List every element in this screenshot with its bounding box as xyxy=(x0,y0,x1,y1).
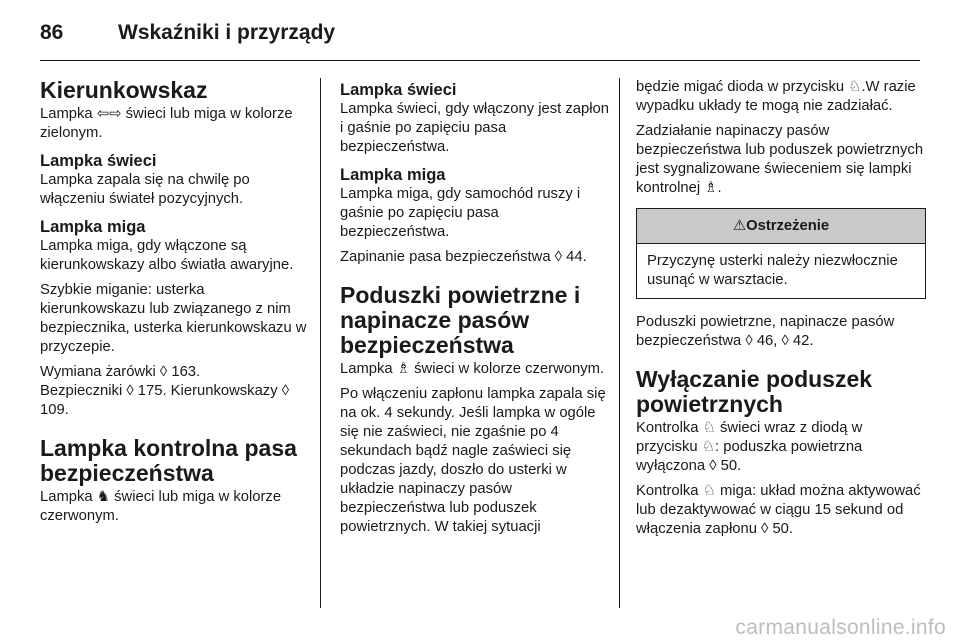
paragraph-lamp-on: Lampka zapala się na chwilę po włączeniu świateł pozycyjnych. xyxy=(40,172,250,207)
paragraph-turn-signal: Lampka ⇦⇨ świeci lub miga w kolorze zielonym. xyxy=(40,106,293,141)
heading-airbag-deactivation: Wyłączanie poduszek powietrznych xyxy=(636,366,873,417)
warning-box xyxy=(636,208,926,299)
column-1 xyxy=(40,66,310,532)
paragraph-airbag-lamp: Lampka ♗ świeci w kolorze czerwonym. xyxy=(340,361,605,377)
paragraph-fuse-ref: Bezpieczniki ◊ 175. Kierunkowskazy ◊ 109. xyxy=(40,383,290,418)
paragraph-belt-lamp-flash: Lampka miga, gdy samochód ruszy i gaśnie po zapięciu pasa bezpieczeństwa. xyxy=(340,186,581,240)
subheading-lamp-on: Lampka świeci xyxy=(40,152,157,170)
paragraph-fast-flash: Szybkie miganie: usterka kierunkowskazu lub związanego z nim bezpiecznika, usterka kierunkowskazu w przyczepie. xyxy=(40,282,307,355)
column-2 xyxy=(340,66,612,543)
heading-seatbelt-lamp: Lampka kontrolna pasa bezpieczeństwa xyxy=(40,435,297,486)
paragraph-airbag-off: Kontrolka ♘ świeci wraz z diodą w przycisku ♘: poduszka powietrzna wyłączona ◊ 50. xyxy=(636,420,863,474)
paragraph-belt-lamp-on: Lampka świeci, gdy włączony jest zapłon i gaśnie po zapięciu pasa bezpieczeństwa. xyxy=(340,101,609,155)
paragraph-airbag-ref: Poduszki powietrzne, napinacze pasów bezpieczeństwa ◊ 46, ◊ 42. xyxy=(636,314,895,349)
subheading-lamp-flash: Lampka miga xyxy=(40,218,146,236)
paragraph-fasten-ref: Zapinanie pasa bezpieczeństwa ◊ 44. xyxy=(340,249,587,265)
subheading-belt-lamp-flash: Lampka miga xyxy=(340,166,446,184)
watermark: carmanualsonline.info xyxy=(735,616,946,639)
paragraph-airbag-description: Po włączeniu zapłonu lampka zapala się na ok. 4 sekundy. Jeśli lampka w ogóle się nie zaświeci, nie zgaśnie po 4 sekundach bądź nagle zaświeci się podczas jazdy, doszło do usterki w układzie napinaczy pasów bezpieczeństwa lub poduszek powietrznych. W takiej sytuacji xyxy=(340,386,606,535)
subheading-belt-lamp-on: Lampka świeci xyxy=(340,81,457,99)
paragraph-airbag-flash: Kontrolka ♘ miga: układ można aktywować lub dezaktywować w ciągu 15 sekund od włączenia zapłonu ◊ 50. xyxy=(636,483,921,537)
warning-title: ⚠Ostrzeżenie xyxy=(637,209,925,244)
page-header xyxy=(40,13,920,53)
heading-turn-signal: Kierunkowskaz xyxy=(40,77,208,103)
paragraph-seatbelt-lamp: Lampka ♞ świeci lub miga w kolorze czerwonym. xyxy=(40,489,282,524)
column-divider-1 xyxy=(320,78,321,608)
paragraph-lamp-flash: Lampka miga, gdy włączone są kierunkowskazy albo światła awaryjne. xyxy=(40,238,294,273)
column-divider-2 xyxy=(619,78,620,608)
paragraph-continued: będzie migać dioda w przycisku ♘.W razie wypadku układy te mogą nie zadziałać. xyxy=(636,79,916,114)
heading-airbags: Poduszki powietrzne i napinacze pasów bezpieczeństwa xyxy=(340,282,581,358)
paragraph-pretensioner: Zadziałanie napinaczy pasów bezpieczeństwa lub poduszek powietrznych jest sygnalizowane świeceniem się lampki kontrolnej ♗. xyxy=(636,123,924,196)
page-number: 86 xyxy=(40,21,64,44)
paragraph-bulb-ref: Wymiana żarówki ◊ 163. xyxy=(40,364,201,380)
warning-text: Przyczynę usterki należy niezwłocznie usunąć w warsztacie. xyxy=(647,253,898,288)
running-title: Wskaźniki i przyrządy xyxy=(118,21,336,44)
column-3 xyxy=(636,66,926,545)
header-rule xyxy=(40,60,920,61)
